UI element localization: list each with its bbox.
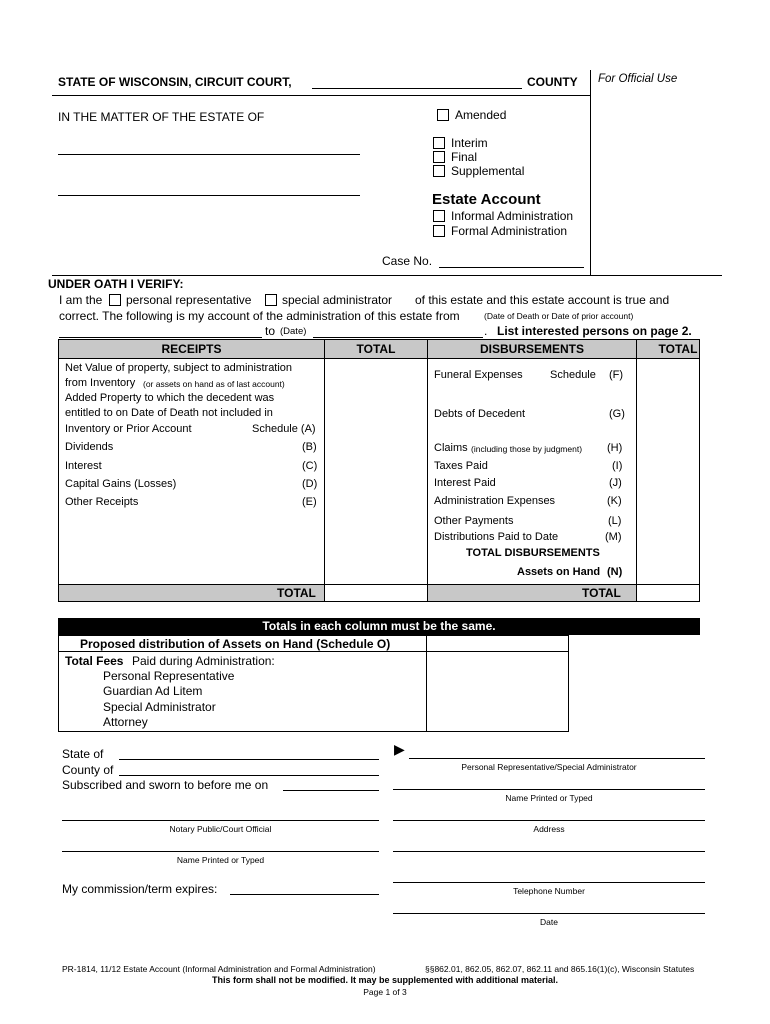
- interest-paid-label: Interest Paid: [434, 477, 496, 489]
- schedule-h: (H): [607, 442, 623, 454]
- telephone-label: Telephone Number: [513, 886, 585, 896]
- header-bottom-rule: [52, 275, 722, 276]
- net-value-note: (or assets on hand as of last account): [143, 379, 285, 389]
- supplemental-checkbox[interactable]: [433, 165, 445, 177]
- fee-personal-rep: Personal Representative: [103, 669, 235, 683]
- address-label: Address: [533, 824, 565, 834]
- schedule-a: Schedule (A): [252, 423, 316, 435]
- schedule-k: (K): [607, 495, 622, 507]
- disbursements-total-header: TOTAL: [658, 342, 698, 356]
- supplemental-label: Supplemental: [451, 164, 525, 178]
- schedule-b: (B): [302, 441, 317, 453]
- telephone-line[interactable]: [393, 882, 705, 883]
- total-right-label: TOTAL: [582, 586, 621, 600]
- claims-label: Claims: [434, 442, 468, 454]
- commission-label: My commission/term expires:: [62, 882, 218, 896]
- state-of-line[interactable]: [119, 759, 379, 760]
- interim-label: Interim: [451, 136, 488, 150]
- special-admin-label: special administrator: [282, 293, 393, 307]
- distribution-header-rule: [58, 651, 569, 652]
- date-line[interactable]: [393, 913, 705, 914]
- personal-rep-checkbox[interactable]: [109, 294, 121, 306]
- pr-name-label: Name Printed or Typed: [505, 793, 593, 803]
- interest-label: Interest: [65, 460, 102, 472]
- header-rule: [52, 95, 590, 96]
- period: .: [484, 324, 488, 338]
- claims-note: (including those by judgment): [471, 444, 583, 454]
- iam-label: I am the: [59, 293, 103, 307]
- total-left-label: TOTAL: [277, 586, 316, 600]
- oath-heading: UNDER OATH I VERIFY:: [48, 277, 184, 291]
- other-payments-label: Other Payments: [434, 515, 514, 527]
- subscribed-date-line[interactable]: [283, 790, 379, 791]
- date-label: (Date): [280, 326, 307, 337]
- schedule-j: (J): [609, 477, 622, 489]
- interim-checkbox[interactable]: [433, 137, 445, 149]
- total-disbursements-label: TOTAL DISBURSEMENTS: [466, 547, 600, 559]
- final-checkbox[interactable]: [433, 151, 445, 163]
- to-date-line[interactable]: [313, 337, 483, 338]
- table-header-rule: [58, 358, 700, 359]
- estate-matter-label: IN THE MATTER OF THE ESTATE OF: [58, 110, 265, 124]
- other-receipts-label: Other Receipts: [65, 496, 139, 508]
- personal-rep-label: personal representative: [126, 293, 252, 307]
- added-property-line3: Inventory or Prior Account: [65, 423, 192, 435]
- list-interested-note: List interested persons on page 2.: [497, 324, 692, 338]
- schedule-i: (I): [612, 460, 623, 472]
- county-label: COUNTY: [527, 75, 578, 89]
- address-line[interactable]: [393, 820, 705, 821]
- final-label: Final: [451, 150, 478, 164]
- case-no-line[interactable]: [439, 267, 584, 268]
- statutes: §§862.01, 862.05, 862.07, 862.11 and 865.16(1)(c), Wisconsin Statutes: [425, 964, 695, 974]
- capital-gains-label: Capital Gains (Losses): [65, 478, 177, 490]
- form-id: PR-1814, 11/12 Estate Account (Informal Administration and Formal Administration): [62, 964, 376, 974]
- fee-guardian: Guardian Ad Litem: [103, 684, 203, 698]
- pr-name-line[interactable]: [393, 789, 705, 790]
- distributions-label: Distributions Paid to Date: [434, 531, 559, 543]
- notary-name-label: Name Printed or Typed: [176, 855, 265, 865]
- subscribed-label: Subscribed and sworn to before me on: [62, 778, 269, 792]
- county-name-line[interactable]: [312, 88, 522, 89]
- state-of-label: State of: [62, 747, 104, 761]
- notary-signature-line[interactable]: [62, 820, 379, 821]
- informal-admin-checkbox[interactable]: [433, 210, 445, 222]
- debts-label: Debts of Decedent: [434, 408, 526, 420]
- oath-line1-end: of this estate and this estate account is true and: [415, 293, 670, 307]
- pr-signature-label: Personal Representative/Special Administrator: [461, 762, 637, 772]
- address-line-2[interactable]: [393, 851, 705, 852]
- admin-expenses-label: Administration Expenses: [434, 495, 556, 507]
- court-label: STATE OF WISCONSIN, CIRCUIT COURT,: [58, 75, 292, 89]
- official-use-label: For Official Use: [598, 73, 678, 85]
- page-number: Page 1 of 3: [363, 987, 407, 997]
- fee-attorney: Attorney: [103, 715, 148, 729]
- date-of-death-note: (Date of Death or Date of prior account): [484, 311, 634, 321]
- col-divider-1: [324, 339, 325, 602]
- from-date-line[interactable]: [59, 337, 262, 338]
- assets-on-hand-label: Assets on Hand: [517, 566, 601, 578]
- county-of-label: County of: [62, 763, 114, 777]
- funeral-expenses-label: Funeral Expenses: [434, 369, 523, 381]
- amended-checkbox[interactable]: [437, 109, 449, 121]
- to-label: to: [265, 324, 276, 338]
- distribution-divider: [426, 635, 427, 732]
- totals-banner: Totals in each column must be the same.: [58, 618, 700, 635]
- schedule-c: (C): [302, 460, 318, 472]
- col-divider-2: [427, 339, 428, 602]
- net-value-line2: from Inventory: [65, 377, 136, 389]
- special-admin-checkbox[interactable]: [265, 294, 277, 306]
- case-no-label: Case No.: [382, 254, 433, 268]
- schedule-m: (M): [605, 531, 622, 543]
- pr-signature-line[interactable]: [409, 758, 705, 759]
- commission-date-line[interactable]: [230, 894, 379, 895]
- schedule-e: (E): [302, 496, 317, 508]
- total-fees-rest: Paid during Administration:: [132, 654, 275, 668]
- schedule-d: (D): [302, 478, 318, 490]
- receipts-header: RECEIPTS: [161, 342, 222, 356]
- net-value-line1: Net Value of property, subject to administration: [65, 362, 293, 374]
- notary-label: Notary Public/Court Official: [169, 824, 272, 834]
- added-property-line1: Added Property to which the decedent was: [65, 392, 275, 404]
- amended-label: Amended: [455, 108, 507, 122]
- form-title: Estate Account: [432, 191, 541, 208]
- receipts-total-header: TOTAL: [356, 342, 396, 356]
- informal-admin-label: Informal Administration: [451, 209, 574, 223]
- decedent-name-line-2[interactable]: [58, 195, 360, 196]
- schedule-label: Schedule: [550, 369, 596, 381]
- fee-special-admin: Special Administrator: [103, 700, 216, 714]
- sign-here-arrow-icon: ▶: [394, 741, 405, 757]
- oath-line2: correct. The following is my account of the administration of this estate from: [59, 309, 460, 323]
- notary-name-line[interactable]: [62, 851, 379, 852]
- proposed-distribution-label: Proposed distribution of Assets on Hand (Schedule O): [80, 637, 391, 651]
- taxes-paid-label: Taxes Paid: [434, 460, 488, 472]
- col-divider-3: [636, 339, 637, 602]
- disbursements-header: DISBURSEMENTS: [479, 342, 584, 356]
- county-of-line[interactable]: [119, 775, 379, 776]
- formal-admin-checkbox[interactable]: [433, 225, 445, 237]
- total-fees-label: Total Fees: [65, 654, 124, 668]
- schedule-f: (F): [609, 369, 624, 381]
- formal-admin-label: Formal Administration: [451, 224, 568, 238]
- decedent-name-line-1[interactable]: [58, 154, 360, 155]
- modification-notice: This form shall not be modified. It may be supplemented with additional material.: [211, 975, 559, 985]
- dividends-label: Dividends: [65, 441, 114, 453]
- schedule-g: (G): [609, 408, 625, 420]
- schedule-n: (N): [607, 566, 623, 578]
- official-use-divider: [590, 70, 591, 276]
- date-field-label: Date: [540, 917, 558, 927]
- added-property-line2: entitled to on Date of Death not included in: [65, 407, 273, 419]
- schedule-l: (L): [608, 515, 622, 527]
